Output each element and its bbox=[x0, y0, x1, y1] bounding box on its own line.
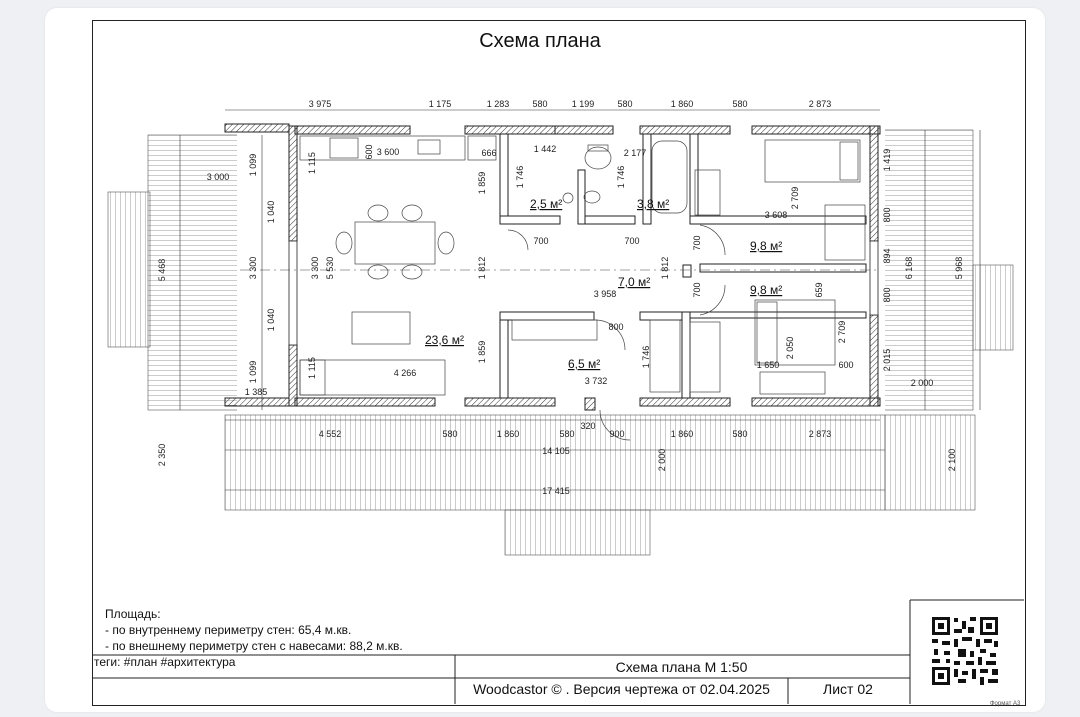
dim-bottom: 580 bbox=[732, 429, 748, 439]
dim-left: 1 040 bbox=[266, 200, 276, 224]
area-inner: - по внутреннему периметру стен: 65,4 м.кв. bbox=[105, 623, 352, 637]
dim-interior: 659 bbox=[814, 282, 824, 298]
dim-interior: 3 608 bbox=[764, 210, 788, 220]
dim-interior: 2 050 bbox=[785, 336, 795, 360]
dim-overall: 17 415 bbox=[542, 486, 570, 496]
room-area-bedroom-1: 9,8 м² bbox=[750, 239, 783, 253]
dim-interior: 700 bbox=[533, 236, 549, 246]
dim-overall: 14 105 bbox=[542, 446, 570, 456]
dim-left: 3 300 bbox=[248, 256, 258, 280]
dim-top: 2 873 bbox=[808, 99, 832, 109]
dim-interior: 1 442 bbox=[533, 144, 557, 154]
dim-left: 1 040 bbox=[266, 308, 276, 332]
dim-right: 800 bbox=[882, 287, 892, 303]
dim-interior: 1 859 bbox=[477, 340, 487, 364]
dim-bottom: 4 552 bbox=[318, 429, 342, 439]
dim-right: 2 100 bbox=[947, 448, 957, 472]
dim-bottom: 900 bbox=[609, 429, 625, 439]
dim-interior: 1 650 bbox=[756, 360, 780, 370]
room-area-bedroom-2: 9,8 м² bbox=[750, 283, 783, 297]
dim-top: 1 860 bbox=[670, 99, 694, 109]
dim-right: 894 bbox=[882, 248, 892, 264]
dim-interior: 666 bbox=[481, 148, 497, 158]
dim-interior: 1 746 bbox=[616, 165, 626, 189]
area-info bbox=[105, 606, 403, 654]
room-area-bath: 3,8 м² bbox=[637, 197, 670, 211]
dim-interior: 5 530 bbox=[325, 256, 335, 280]
dim-interior: 2 177 bbox=[623, 148, 647, 158]
dim-interior: 1 746 bbox=[515, 165, 525, 189]
dim-top: 580 bbox=[732, 99, 748, 109]
author-version: Woodcastor © . Версия чертежа от 02.04.2025 bbox=[473, 681, 770, 697]
dim-right: 800 bbox=[882, 207, 892, 223]
dim-top: 580 bbox=[532, 99, 548, 109]
dim-bottom: 320 bbox=[580, 421, 596, 431]
room-area-utility: 6,5 м² bbox=[568, 357, 601, 371]
dim-left: 2 350 bbox=[157, 443, 167, 467]
dim-interior: 1 812 bbox=[660, 256, 670, 280]
dim-interior: 700 bbox=[692, 282, 702, 298]
dim-interior: 1 115 bbox=[307, 152, 317, 174]
room-area-hall: 7,0 м² bbox=[618, 275, 651, 289]
steps-bottom bbox=[505, 510, 650, 555]
steps-left bbox=[108, 192, 150, 347]
drawing-name: Схема плана М 1:50 bbox=[615, 659, 748, 675]
dim-interior: 1 115 bbox=[307, 357, 317, 379]
dim-top: 580 bbox=[617, 99, 633, 109]
dim-right: 2 000 bbox=[910, 378, 934, 388]
dim-right: 6 168 bbox=[904, 256, 914, 280]
dim-interior: 800 bbox=[608, 322, 624, 332]
dim-interior: 2 709 bbox=[837, 320, 847, 344]
dim-bottom: 1 860 bbox=[496, 429, 520, 439]
qr-code-icon bbox=[930, 615, 1000, 687]
dim-left: 1 385 bbox=[244, 387, 268, 397]
sheet-number: Лист 02 bbox=[823, 681, 873, 697]
terrace-bottom-right bbox=[885, 415, 975, 510]
dim-interior: 4 266 bbox=[393, 368, 417, 378]
dim-bottom: 580 bbox=[442, 429, 458, 439]
room-area-living: 23,6 м² bbox=[425, 333, 464, 347]
dim-left: 5 468 bbox=[157, 258, 167, 282]
dim-top: 1 199 bbox=[571, 99, 595, 109]
dim-left: 3 300 bbox=[310, 256, 320, 280]
dim-interior: 1 746 bbox=[641, 345, 651, 369]
dim-interior: 3 732 bbox=[584, 376, 608, 386]
dim-left: 3 000 bbox=[206, 172, 230, 182]
format-label: Формат А3 bbox=[990, 701, 1021, 707]
steps-right bbox=[973, 265, 1013, 350]
dim-bottom: 2 873 bbox=[808, 429, 832, 439]
dim-interior: 2 709 bbox=[790, 186, 800, 210]
dim-interior: 700 bbox=[692, 235, 702, 251]
sheet-title: Схема плана bbox=[479, 30, 601, 52]
dim-right: 2 015 bbox=[882, 348, 892, 372]
dim-top: 3 975 bbox=[308, 99, 332, 109]
dim-interior: 600 bbox=[838, 360, 854, 370]
dim-left: 1 099 bbox=[248, 360, 258, 384]
dim-interior: 1 812 bbox=[477, 256, 487, 280]
dim-left: 1 099 bbox=[248, 153, 258, 177]
area-outer: - по внешнему периметру стен с навесами: 88,2 м.кв. bbox=[105, 639, 403, 653]
dim-interior: 3 958 bbox=[593, 289, 617, 299]
room-area-wc: 2,5 м² bbox=[530, 197, 563, 211]
dim-interior: 3 600 bbox=[376, 147, 400, 157]
dim-interior: 2 000 bbox=[657, 448, 667, 472]
dim-interior: 700 bbox=[624, 236, 640, 246]
dim-right: 1 419 bbox=[882, 148, 892, 172]
dim-top: 1 283 bbox=[486, 99, 510, 109]
dim-right: 5 968 bbox=[954, 256, 964, 280]
dim-top: 1 175 bbox=[428, 99, 452, 109]
tags-line: теги: #план #архитектура bbox=[94, 655, 236, 669]
dim-interior: 600 bbox=[364, 144, 374, 160]
area-heading: Площадь: bbox=[105, 607, 161, 621]
dim-interior: 1 859 bbox=[477, 171, 487, 195]
dim-bottom: 1 860 bbox=[670, 429, 694, 439]
dim-bottom: 580 bbox=[559, 429, 575, 439]
